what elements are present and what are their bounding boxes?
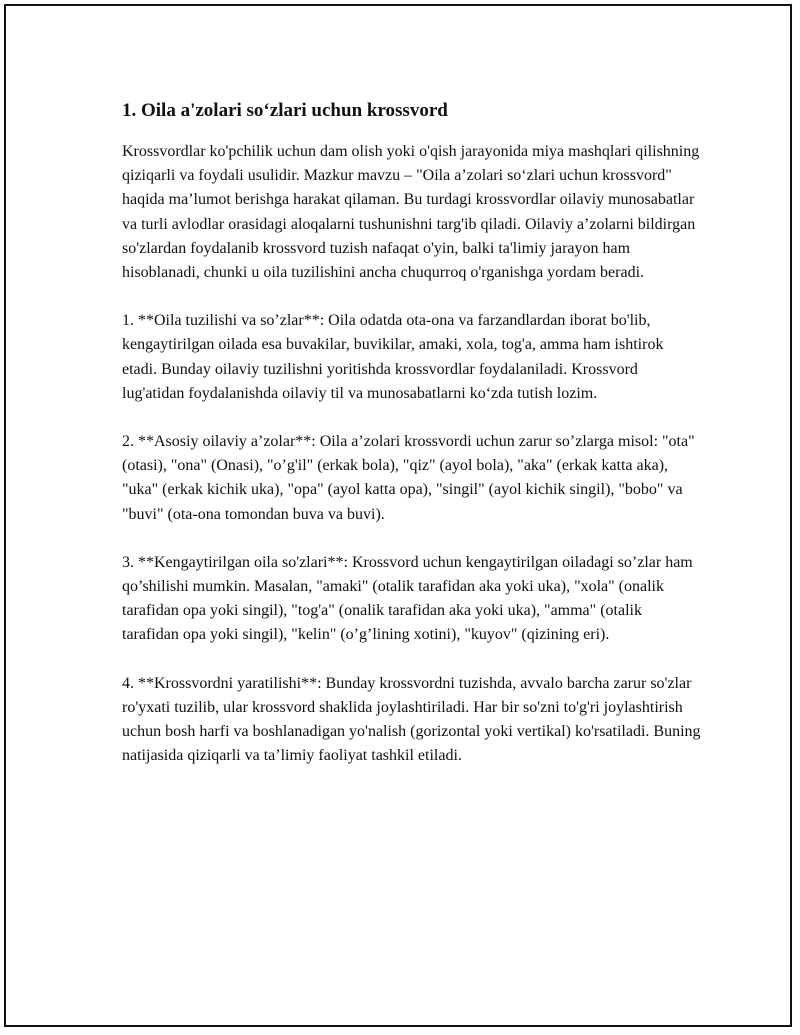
section-3-paragraph: 3. **Kengaytirilgan oila so'zlari**: Krossvord uchun kengaytirilgan oiladagi so’zlar ham qo’shilishi mumkin. Masalan, "amaki" (otalik tarafidan aka yoki uka), "xola" (onalik tarafidan opa yoki singil), "tog'a" (onalik tarafidan aka yoki uka), "amma" (otalik tarafidan opa yoki singil), "kelin" (o’g’lining xotini), "kuyov" (qizining eri). bbox=[122, 553, 693, 644]
section-1-paragraph: 1. **Oila tuzilishi va so’zlar**: Oila odatda ota-ona va farzandlardan iborat bo'lib, kengaytirilgan oilada esa buvakilar, buvikilar, amaki, xola, tog'a, amma ham ishtirok etadi. Bunday oilaviy tuzilishni yoritishda krossvordlar foydalaniladi. Krossvord lug'atidan foydalanishda oilaviy til va munosabatlarni ko‘zda tutish lozim. bbox=[122, 312, 664, 402]
intro-paragraph: Krossvordlar ko'pchilik uchun dam olish yoki o'qish jarayonida miya mashqlari qilishning qiziqarli va foydali usulidir. Mazkur mavzu – "Oila a’zolari so‘zlari uchun krossvord" haqida ma’lumot berishga harakat qilaman. Bu turdagi krossvordlar oilaviy munosabatlar va turli avlodlar orasidagi aloqalarni tushunishni targ'ib qiladi. Oilaviy a’zolarni bildirgan so'zlardan foydalanib krossvord tuzish nafaqat o'yin, balki ta'limiy jarayon ham hisoblanadi, chunki u oila tuzilishini ancha chuqurroq o'rganishga yordam beradi. bbox=[122, 143, 700, 282]
page-frame bbox=[4, 4, 792, 1027]
section-4-paragraph: 4. **Krossvordni yaratilishi**: Bunday krossvordni tuzishda, avvalo barcha zarur so'zlar ro'yxati tuzilib, ular krossvord shaklida joylashtiriladi. Har bir so'zni to'g'ri joylashtirish uchun bosh harfi va boshlanadigan yo'nalish (gorizontal yoki vertikal) ko'rsatiladi. Buning natijasida qiziqarli va ta’limiy faoliyat tashkil etiladi. bbox=[122, 674, 701, 765]
section-2-paragraph: 2. **Asosiy oilaviy a’zolar**: Oila a’zolari krossvordi uchun zarur so’zlarga misol: "ota" (otasi), "ona" (Onasi), "o’g'il" (erkak bola), "qiz" (ayol bola), "aka" (erkak katta aka), "uka" (erkak kichik uka), "opa" (ayol katta opa), "singil" (ayol kichik singil), "bobo" va "buvi" (ota-ona tomondan buva va buvi). bbox=[122, 433, 695, 523]
document-body bbox=[122, 98, 702, 792]
document-title: 1. Oila a'zolari so‘zlari uchun krossvord bbox=[122, 100, 448, 121]
